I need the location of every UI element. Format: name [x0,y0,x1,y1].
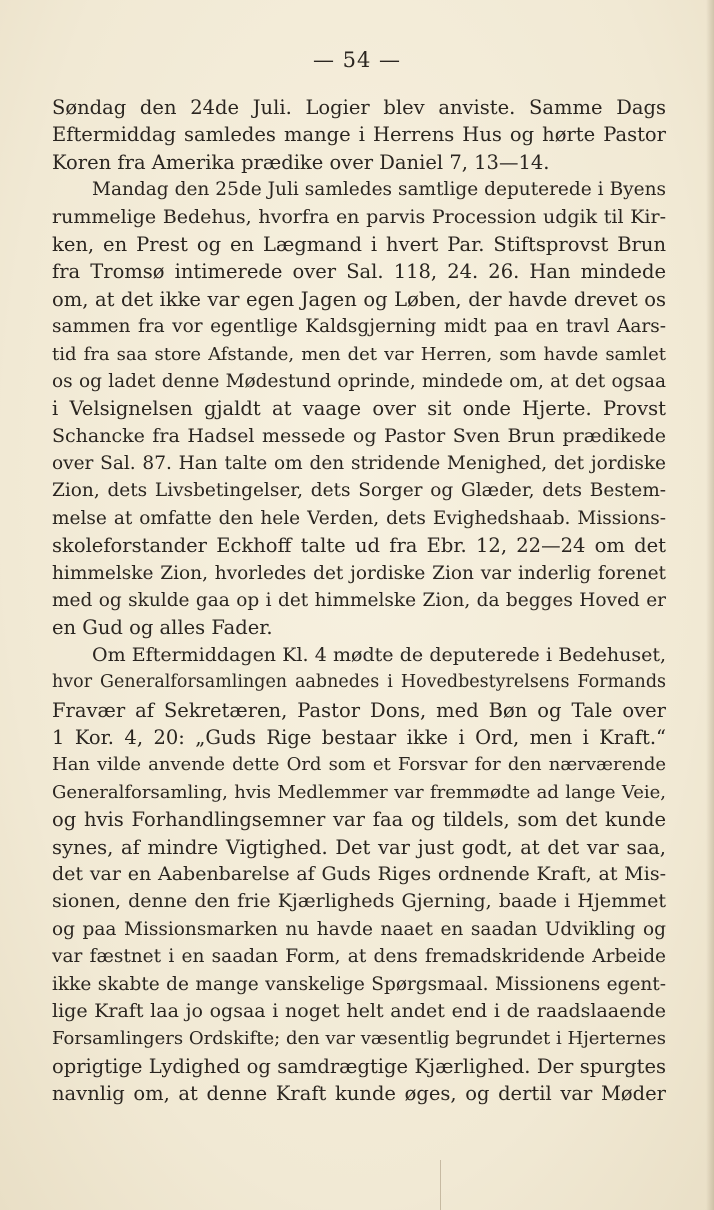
page-edge-shadow [706,0,714,1210]
text-line: i Velsignelsen gjaldt at vaage over sit onde Hjerte. Provst [52,397,666,421]
text-line: melse at omfatte den hele Verden, dets Evighedshaab. Missions- [52,507,666,529]
text-line: tid fra saa store Afstande, men det var Herren, som havde samlet [52,343,666,365]
text-line: rummelige Bedehus, hvorfra en parvis Procession udgik til Kir- [52,205,666,228]
text-line: hvor Generalforsamlingen aabnedes i Hovedbestyrelsens Formands [52,672,666,693]
text-line: Mandag den 25de Juli samledes samtlige deputerede i Byens [92,179,666,201]
text-line: var fæstnet i en saadan Form, at dens fremadskridende Arbeide [52,946,666,968]
page-crease [440,1160,441,1210]
text-line: Fravær af Sekretæren, Pastor Dons, med Bøn og Tale over [52,698,666,722]
text-line: navnlig om, at denne Kraft kunde øges, og dertil var Møder [52,1082,666,1106]
text-line: lige Kraft laa jo ogsaa i noget helt andet end i de raadslaaende [52,999,666,1022]
text-line: Koren fra Amerika prædike over Daniel 7, 13—14. [52,150,550,174]
text-line: sammen fra vor egentlige Kaldsgjerning midt paa en travl Aars- [52,316,666,338]
text-line: og hvis Forhandlingsemner var faa og tildels, som det kunde [52,808,666,832]
text-line: det var en Aabenbarelse af Guds Riges ordnende Kraft, at Mis- [52,862,666,885]
text-line: Eftermiddag samledes mange i Herrens Hus og hørte Pastor [52,123,666,147]
text-line: ikke skabte de mange vanskelige Spørgsmaal. Missionens egent- [52,973,666,995]
text-line: over Sal. 87. Han talte om den stridende Menighed, det jordiske [52,453,666,475]
text-line: en Gud og alles Fader. [52,616,273,640]
text-line: Om Eftermiddagen Kl. 4 mødte de deputerede i Bedehuset, [92,643,666,666]
page-number: — 54 — [312,48,402,72]
text-line: med og skulde gaa op i det himmelske Zion, da begges Hoved er [52,590,666,612]
text-line: synes, af mindre Vigtighed. Det var just godt, at det var saa, [52,835,666,859]
text-line: Zion, dets Livsbetingelser, dets Sorger og Glæder, dets Bestem- [52,480,666,502]
text-line: og paa Missionsmarken nu havde naaet en saadan Udvikling og [52,918,666,940]
text-line: sionen, denne den frie Kjærligheds Gjerning, baade i Hjemmet [52,890,666,913]
text-line: Generalforsamling, hvis Medlemmer var fremmødte ad lange Veie, [52,781,666,803]
text-line: oprigtige Lydighed og samdrægtige Kjærlighed. Der spurgtes [52,1054,666,1078]
text-line: himmelske Zion, hvorledes det jordiske Zion var inderlig forenet [52,562,666,584]
body-text [52,94,666,1107]
text-line: om, at det ikke var egen Jagen og Løben, der havde drevet os [52,287,666,311]
text-line: Forsamlingers Ordskifte; den var væsentlig begrundet i Hjerternes [52,1028,666,1050]
text-line: os og ladet denne Mødestund oprinde, mindede om, at det ogsaa [52,370,666,392]
text-line: Søndag den 24de Juli. Logier blev anviste. Samme Dags [52,96,666,119]
text-line: 1 Kor. 4, 20: „Guds Rige bestaar ikke i Ord, men i Kraft.“ [52,725,666,749]
text-line: fra Tromsø intimerede over Sal. 118, 24. 26. Han mindede [52,260,666,284]
text-line: skoleforstander Eckhoff talte ud fra Ebr. 12, 22—24 om det [52,534,666,558]
text-line: Han vilde anvende dette Ord som et Forsvar for den nærværende [52,754,666,776]
text-line: Schancke fra Hadsel messede og Pastor Sven Brun prædikede [52,424,666,447]
text-line: ken, en Prest og en Lægmand i hvert Par. Stiftsprovst Brun [52,232,666,256]
